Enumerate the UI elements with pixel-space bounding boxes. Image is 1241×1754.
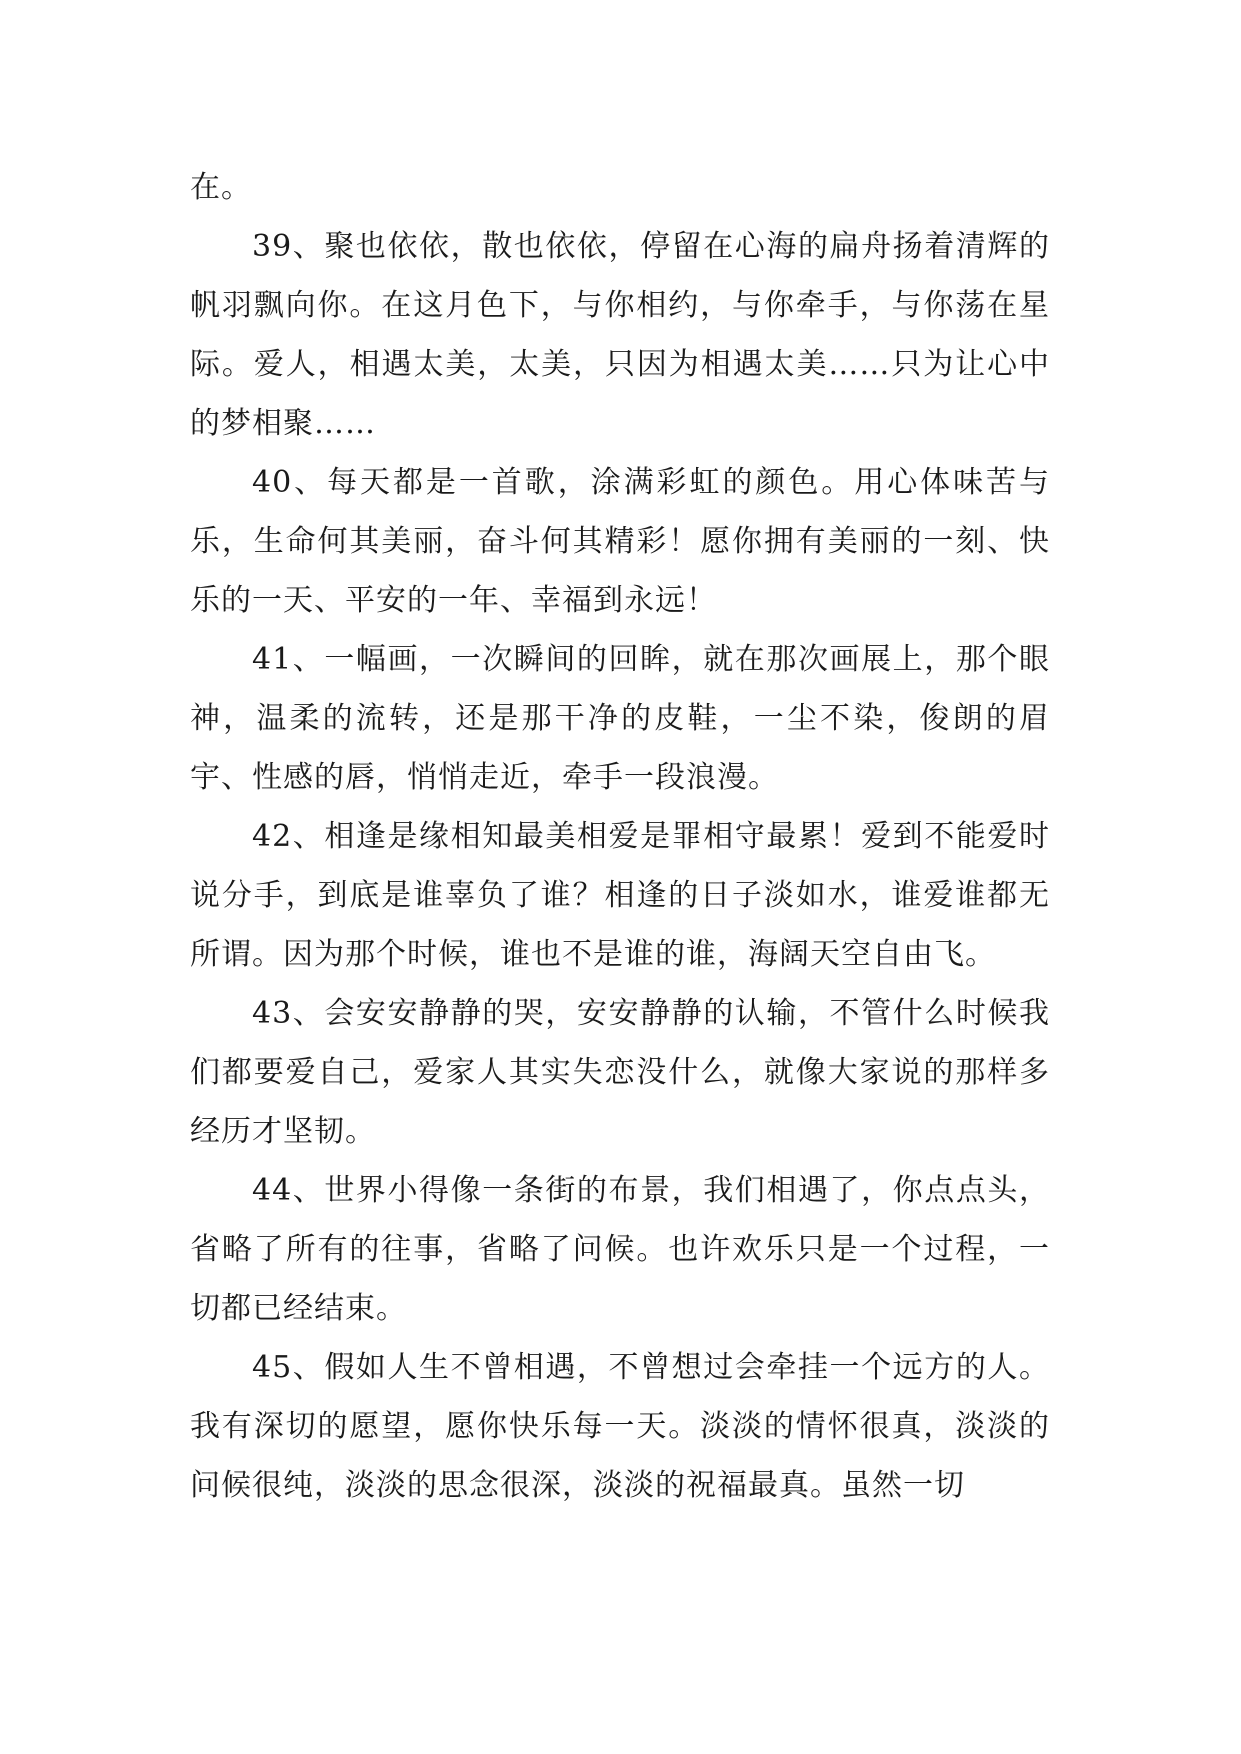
paragraph-43: 43、会安安静静的哭，安安静静的认输，不管什么时候我们都要爱自己，爱家人其实失恋没什么，就像大家说的那样多经历才坚韧。 xyxy=(190,996,1050,1149)
paragraph-45: 45、假如人生不曾相遇，不曾想过会牵挂一个远方的人。我有深切的愿望，愿你快乐每一天。淡淡的情怀很真，淡淡的问候很纯，淡淡的思念很深，淡淡的祝福最真。虽然一切 xyxy=(190,1350,1050,1503)
paragraph-continuation: 在。 xyxy=(190,170,252,205)
paragraph-44: 44、世界小得像一条街的布景，我们相遇了，你点点头，省略了所有的往事，省略了问候。也许欢乐只是一个过程，一切都已经结束。 xyxy=(190,1173,1050,1326)
paragraph-42: 42、相逢是缘相知最美相爱是罪相守最累！爱到不能爱时说分手，到底是谁辜负了谁？相逢的日子淡如水，谁爱谁都无所谓。因为那个时候，谁也不是谁的谁，海阔天空自由飞。 xyxy=(190,819,1050,972)
paragraph-41: 41、一幅画，一次瞬间的回眸，就在那次画展上，那个眼神，温柔的流转，还是那干净的皮鞋，一尘不染，俊朗的眉宇、性感的唇，悄悄走近，牵手一段浪漫。 xyxy=(190,642,1050,795)
paragraph-39: 39、聚也依依，散也依依，停留在心海的扁舟扬着清辉的帆羽飘向你。在这月色下，与你相约，与你牵手，与你荡在星际。爱人，相遇太美，太美，只因为相遇太美……只为让心中的梦相聚…… xyxy=(190,229,1050,441)
paragraph-40: 40、每天都是一首歌，涂满彩虹的颜色。用心体味苦与乐，生命何其美丽，奋斗何其精彩！愿你拥有美丽的一刻、快乐的一天、平安的一年、幸福到永远！ xyxy=(190,465,1050,618)
body-text xyxy=(190,158,1050,1515)
